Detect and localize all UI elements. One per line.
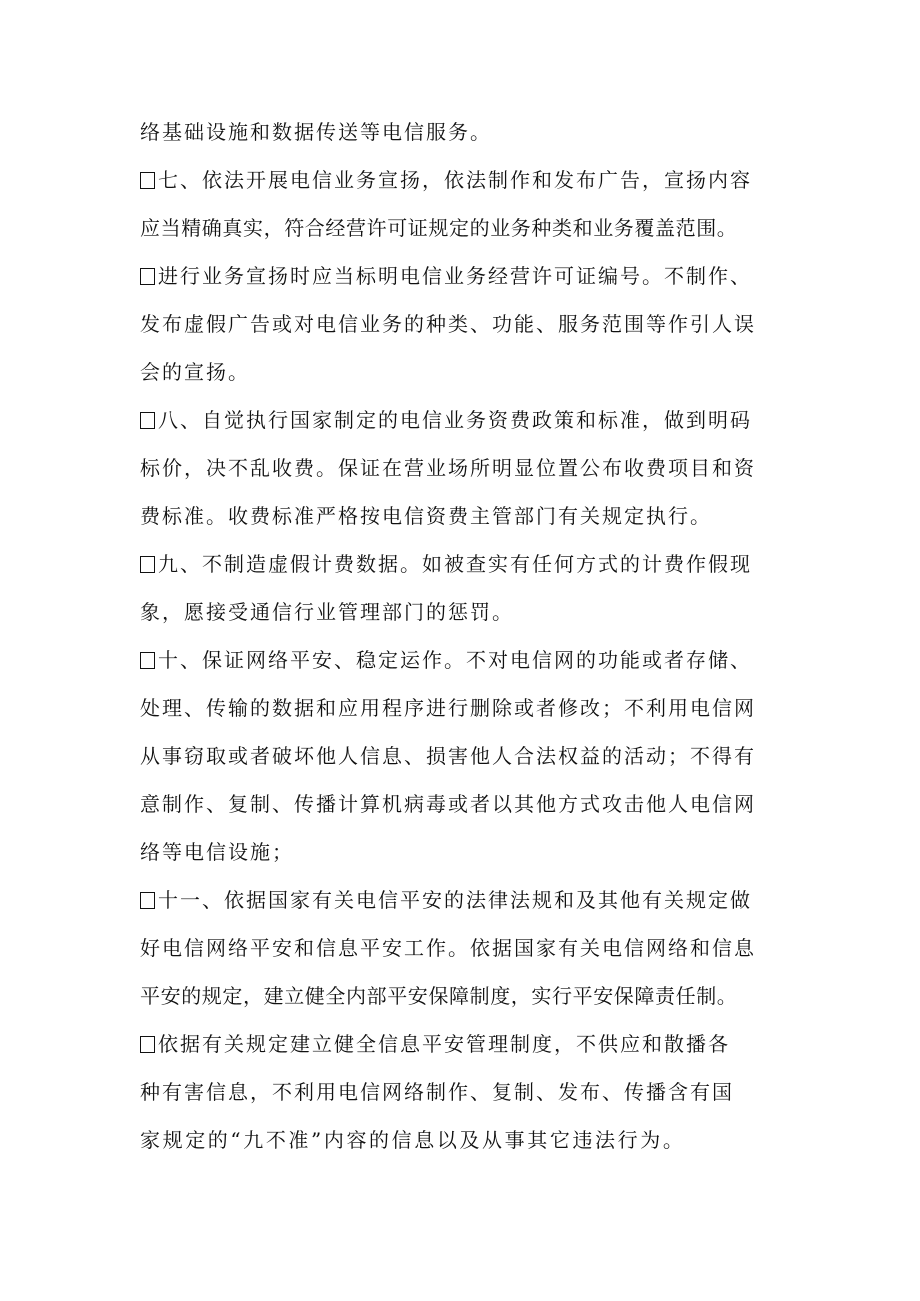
paragraph-line — [140, 636, 800, 684]
paragraph-line — [140, 252, 800, 300]
text-line: 意制作、复制、传播计算机病毒或者以其他方式攻击他人电信网 — [140, 792, 756, 816]
paragraph-text: 七、依法开展电信业务宣扬，依法制作和发布广告，宣扬内容 — [158, 168, 752, 192]
text-line: 络基础设施和数据传送等电信服务。 — [140, 120, 492, 144]
text-line: 家规定的“九不准”内容的信息以及从事其它违法行为。 — [140, 1128, 686, 1152]
text-line: 标价，决不乱收费。保证在营业场所明显位置公布收费项目和资 — [140, 456, 756, 480]
paragraph-line — [140, 156, 800, 204]
document-body — [140, 108, 800, 1164]
checkbox-icon — [140, 652, 155, 669]
text-line: 平安的规定，建立健全内部平安保障制度，实行平安保障责任制。 — [140, 984, 738, 1008]
text-line: 费标准。收费标准严格按电信资费主管部门有关规定执行。 — [140, 504, 712, 528]
paragraph-line — [140, 1020, 800, 1068]
text-line: 处理、传输的数据和应用程序进行删除或者修改；不利用电信网 — [140, 696, 756, 720]
text-line: 象，愿接受通信行业管理部门的惩罚。 — [140, 600, 514, 624]
checkbox-icon — [140, 556, 155, 573]
paragraph-line — [140, 396, 800, 444]
paragraph-line — [140, 876, 800, 924]
paragraph-text: 依据有关规定建立健全信息平安管理制度，不供应和散播各 — [158, 1032, 730, 1056]
paragraph-text: 九、不制造虚假计费数据。如被查实有任何方式的计费作假现 — [158, 552, 752, 576]
text-line: 络等电信设施； — [140, 840, 294, 864]
text-line: 发布虚假广告或对电信业务的种类、功能、服务范围等作引人误 — [140, 312, 756, 336]
paragraph-text: 十一、依据国家有关电信平安的法律法规和及其他有关规定做 — [158, 888, 752, 912]
checkbox-icon — [140, 412, 155, 429]
checkbox-icon — [140, 172, 155, 189]
text-line: 应当精确真实，符合经营许可证规定的业务种类和业务覆盖范围。 — [140, 216, 738, 240]
checkbox-icon — [140, 1036, 155, 1053]
text-line: 种有害信息，不利用电信网络制作、复制、发布、传播含有国 — [140, 1080, 734, 1104]
checkbox-icon — [140, 892, 155, 909]
text-line: 会的宣扬。 — [140, 360, 250, 384]
paragraph-line — [140, 540, 800, 588]
paragraph-text: 进行业务宣扬时应当标明电信业务经营许可证编号。不制作、 — [158, 264, 752, 288]
paragraph-text: 八、自觉执行国家制定的电信业务资费政策和标准，做到明码 — [158, 408, 752, 432]
text-line: 从事窃取或者破坏他人信息、损害他人合法权益的活动；不得有 — [140, 744, 756, 768]
paragraph-text: 十、保证网络平安、稳定运作。不对电信网的功能或者存储、 — [158, 648, 752, 672]
text-line: 好电信网络平安和信息平安工作。依据国家有关电信网络和信息 — [140, 936, 756, 960]
checkbox-icon — [140, 268, 155, 285]
